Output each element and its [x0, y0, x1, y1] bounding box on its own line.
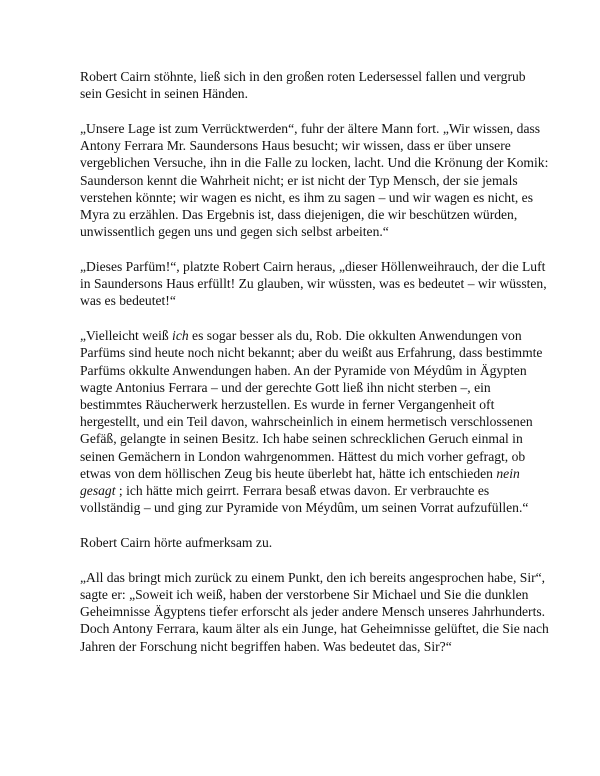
paragraph-1 [80, 68, 550, 102]
paragraph-2-text: „Unsere Lage ist zum Verrücktwerden“, fuhr der ältere Mann fort. „Wir wissen, dass Antony Ferrara Mr. Saundersons Haus besucht; wir wissen, dass er über unsere vergeblichen Versuche, ihn in die Falle zu locken, lacht. Und die Krönung der Komik: Saunderson kennt die Wahrheit nicht; er ist nicht der Typ Mensch, der sie jemals verstehen könnte; wir wagen es nicht, es ihm zu sagen – und wir wagen es nicht, es Myra zu erzählen. Das Ergebnis ist, dass diejenigen, die wir beschützen würden, unwissentlich gegen uns und gegen sich selbst arbeiten.“ [80, 121, 549, 240]
paragraph-4-italic-1: ich [172, 328, 189, 344]
paragraph-1-text: Robert Cairn stöhnte, ließ sich in den großen roten Ledersessel fallen und vergrub sein Gesicht in seinen Händen. [80, 69, 526, 102]
paragraph-4-text-1: „Vielleicht weiß [80, 328, 173, 344]
paragraph-4-text-2: es sogar besser als du, Rob. Die okkulten Anwendungen von Parfüms sind heute noch nicht bekannt; aber du weißt aus Erfahrung, dass bestimmte Parfüms okkulte Anwendungen haben. An der Pyramide von Méydûm in Ägypten wagte Antonius Ferrara – und der gerechte Gott ließ ihn nicht sterben –, ein bestimmtes Räucherwerk herzustellen. Es wurde in ferner Vergangenheit oft hergestellt, und ein Teil davon, wahrscheinlich in einem hermetisch verschlossenen Gefäß, gelangte in seinen Besitz. Ich habe seinen schrecklichen Geruch einmal in seinen Gemächern in London wahrgenommen. Hättest du mich vorher gefragt, ob etwas von dem höllischen Zeug bis heute überlebt hat, hätte ich entschieden [80, 328, 543, 481]
paragraph-3-text: „Dieses Parfüm!“, platzte Robert Cairn heraus, „dieser Höllenweihrauch, der die Luft in Saundersons Haus erfüllt! Zu glauben, wir wüssten, was es bedeutet – wir wüssten, was es bedeutet!“ [80, 259, 547, 309]
document-page [80, 68, 550, 672]
paragraph-5-text: Robert Cairn hörte aufmerksam zu. [80, 535, 273, 551]
paragraph-4-text-3: ; ich hätte mich geirrt. Ferrara besaß etwas davon. Er verbrauchte es vollständig – und ging zur Pyramide von Méydûm, um seinen Vorrat aufzufüllen.“ [80, 483, 529, 516]
paragraph-4-italic-2: nein gesagt [80, 465, 520, 499]
paragraph-5 [80, 534, 550, 551]
paragraph-4 [80, 327, 550, 516]
paragraph-6 [80, 569, 550, 655]
paragraph-6-text: „All das bringt mich zurück zu einem Punkt, den ich bereits angesprochen habe, Sir“, sagte er: „Soweit ich weiß, haben der verstorbene Sir Michael und Sie die dunklen Geheimnisse Ägyptens tiefer erforscht als jeder andere Mensch unseres Jahrhunderts. Doch Antony Ferrara, kaum älter als ein Junge, hat Geheimnisse gelüftet, die Sie nach Jahren der Forschung nicht begriffen haben. Was bedeutet das, Sir?“ [80, 569, 549, 654]
paragraph-2 [80, 120, 550, 240]
paragraph-3 [80, 258, 550, 310]
